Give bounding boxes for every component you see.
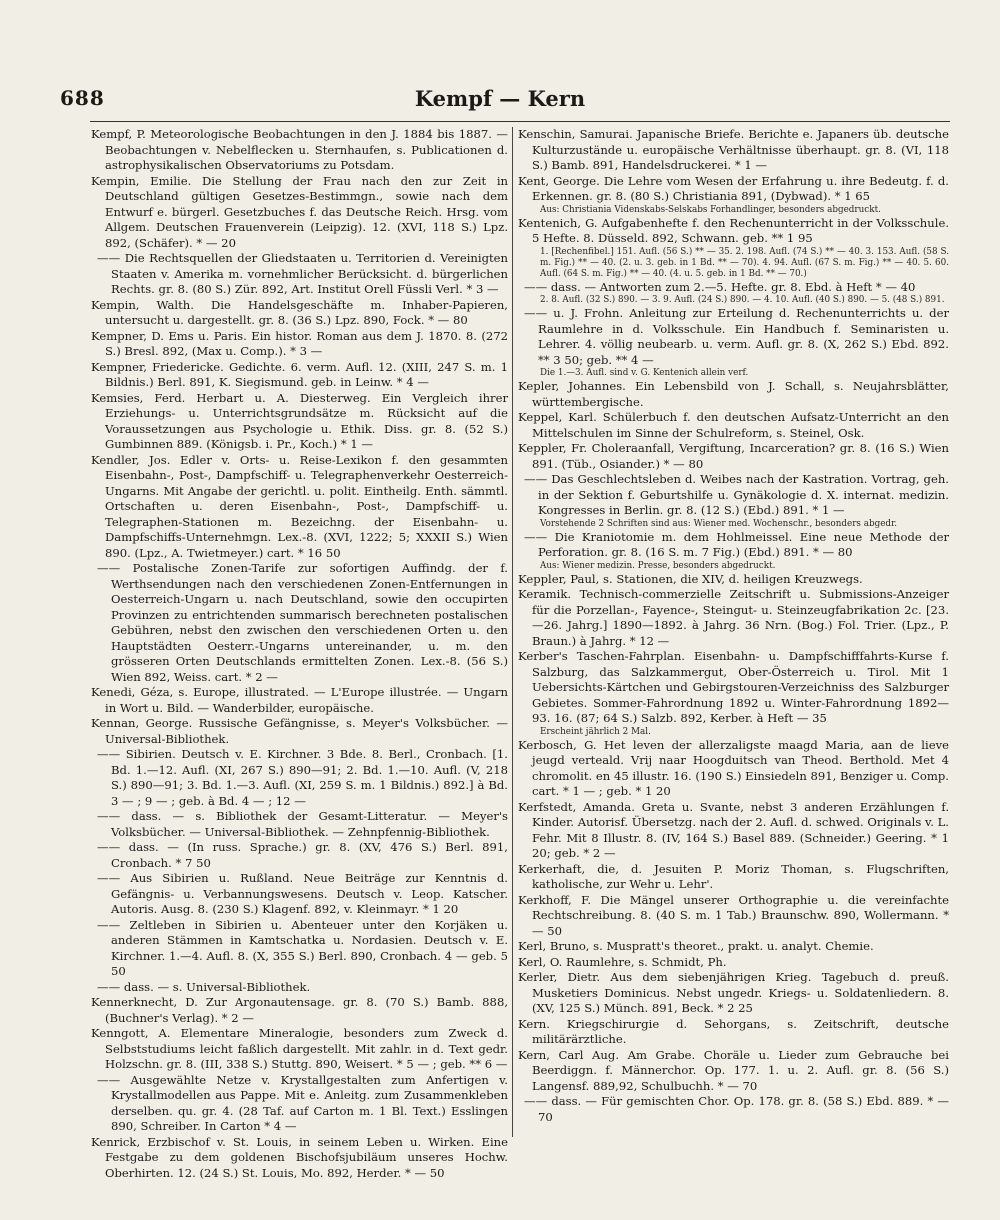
bibliography-entry: —— u. J. Frohn. Anleitung zur Erteilung d. Rechenunterrichts u. der Raumlehre in d. Volksschule. Ein Handbuch f. Seminaristen u. Lehrer. 4. völlig neubearb. u. verm. Aufl. gr. 8. (X, 262 S.) Ebd. 892. ** 3 50; geb. ** 4 — [524, 306, 949, 367]
bibliography-entry: Kendler, Jos. Edler v. Orts- u. Reise-Lexikon f. den gesammten Eisenbahn-, Post-, Dampfschiff- u. Telegraphenverkehr Oesterreich-Ungarns. Mit Angabe der gerichtl. u. polit. Eintheilg. Enth. sämmtl. Ortschaften u. deren Eisenbahn-, Post-, Dampfschiff- u. Telegraphen-Stationen m. Bezeichng. der Eisenbahn- u. Dampfschiffs-Unternehmgn. Lex.-8. (XVI, 1222; 5; XXXII S.) Wien 890. (Lpz., A. Twietmeyer.) cart. * 16 50 [91, 452, 508, 560]
bibliography-entry: Keppler, Fr. Choleraanfall, Vergiftung, Incarceration? gr. 8. (16 S.) Wien 891. (Tüb., Osiander.) * — 80 [518, 441, 949, 471]
bibliography-entry: Vorstehende 2 Schriften sind aus: Wiener med. Wochenschr., besonders abgedr. [540, 518, 898, 529]
bibliography-entry: Kerber's Taschen-Fahrplan. Eisenbahn- u. Dampfschifffahrts-Kurse f. Salzburg, das Salzkammergut, Ober-Österreich u. Tirol. Mit 1 Uebersichts-Kärtchen und Gebirgstouren-Verzeichniss des Salzburger Gebietes. Sommer-Fahrordnung 1892 u. Winter-Fahrordnung 1892—93. 16. (87; 64 S.) Salzb. 892, Kerber. à Heft — 35 [518, 649, 949, 725]
bibliography-entry: Kempf, P. Meteorologische Beobachtungen in den J. 1884 bis 1887. — Beobachtungen v. Nebelflecken u. Sternhaufen, s. Publicationen d. astrophysikalischen Observatoriums zu Potsdam. [91, 127, 508, 172]
bibliography-entry: Kempner, Friedericke. Gedichte. 6. verm. Aufl. 12. (XIII, 247 S. m. 1 Bildnis.) Berl. 891, K. Siegismund. geb. in Leinw. * 4 — [91, 359, 508, 389]
bibliography-entry: —— dass. — Für gemischten Chor. Op. 178. gr. 8. (58 S.) Ebd. 889. * — 70 [524, 1094, 949, 1124]
running-title: Kempf — Kern [414, 86, 586, 111]
bibliography-entry: Kerkhoff, F. Die Mängel unserer Orthographie u. die vereinfachte Rechtschreibung. 8. (40 S. m. 1 Tab.) Braunschw. 890, Wollermann. * — 50 [518, 892, 949, 938]
left-column [91, 127, 513, 1180]
bibliography-entry: —— Aus Sibirien u. Rußland. Neue Beiträge zur Kenntnis d. Gefängnis- u. Verbannungswesens. Deutsch v. Leop. Katscher. Autoris. Ausg. 8. (230 S.) Klagenf. 892, v. Kleinmayr. * 1 20 [97, 871, 508, 916]
bibliography-entry: Kentenich, G. Aufgabenhefte f. den Rechenunterricht in der Volksschule. 5 Hefte. 8. Düsseld. 892, Schwann. geb. ** 1 95 [518, 215, 949, 245]
bibliography-entry: —— dass. — s. Bibliothek der Gesamt-Litteratur. — Meyer's Volksbücher. — Universal-Bibliothek. — Zehnpfennig-Bibliothek. [97, 809, 508, 839]
bibliography-entry: Kempner, D. Ems u. Paris. Ein histor. Roman aus dem J. 1870. 8. (272 S.) Bresl. 892, (Max u. Comp.). * 3 — [91, 328, 508, 358]
bibliography-entry: —— dass. — s. Universal-Bibliothek. [97, 979, 311, 994]
bibliography-entry: Kerl, O. Raumlehre, s. Schmidt, Ph. [518, 954, 727, 969]
bibliography-entry: —— Das Geschlechtsleben d. Weibes nach der Kastration. Vortrag, geh. in der Sektion f. Geburtshilfe u. Gynäkologie d. X. internat. medizin. Kongresses in Berlin. gr. 8. (12 S.) (Ebd.) 891. * 1 — [524, 472, 949, 517]
bibliography-entry: Keppler, Paul, s. Stationen, die XIV, d. heiligen Kreuzwegs. [518, 571, 863, 586]
bibliography-entry: —— Postalische Zonen-Tarife zur sofortigen Auffindg. der f. Werthsendungen nach den verschiedenen Zonen-Entfernungen in Oesterreich-Ungarn u. nach Deutschland, sowie den occupirten Provinzen zu entrichtenden summarisch berechneten postalischen Gebühren, nebst den zwischen den verschiedenen Orten u. den Hauptstädten Oesterr.-Ungarns untereinander, u. m. den grösseren Orten Deutschlands ermittelten Zonen. Lex.-8. (56 S.) Wien 892, Weiss. cart. * 2 — [97, 561, 508, 684]
bibliography-entry: Kempin, Emilie. Die Stellung der Frau nach den zur Zeit in Deutschland gültigen Gesetzes-Bestimmgn., sowie nach dem Entwurf e. bürgerl. Gesetzbuches f. das Deutsche Reich. Hrsg. vom Allgem. Deutschen Frauenverein (Leipzig). 12. (XVI, 118 S.) Lpz. 892, (Schäfer). * — 20 [91, 173, 508, 250]
bibliography-entry: Kennan, George. Russische Gefängnisse, s. Meyer's Volksbücher. — Universal-Bibliothek. [91, 716, 508, 746]
bibliography-entry: Die 1.—3. Aufl. sind v. G. Kentenich allein verf. [540, 368, 749, 378]
header-rule [90, 121, 950, 122]
bibliography-entry: —— dass. — Antworten zum 2.—5. Hefte. gr. 8. Ebd. à Heft * — 40 [524, 279, 916, 294]
bibliography-entry: Kennerknecht, D. Zur Argonautensage. gr. 8. (70 S.) Bamb. 888, (Buchner's Verlag). * 2 — [91, 995, 508, 1025]
bibliography-entry: —— Sibirien. Deutsch v. E. Kirchner. 3 Bde. 8. Berl., Cronbach. [1. Bd. 1.—12. Aufl. (XI, 267 S.) 890—91; 2. Bd. 1.—10. Aufl. (V, 218 S.) 890—91; 3. Bd. 1.—3. Aufl. (XI, 259 S. m. 1 Bildnis.) 892.] à Bd. 3 — ; 9 — ; geb. à Bd. 4 — ; 12 — [97, 747, 508, 808]
bibliography-entry: Kern, Carl Aug. Am Grabe. Choräle u. Lieder zum Gebrauche bei Beerdiggn. f. Männerchor. Op. 177. 1. u. 2. Aufl. gr. 8. (56 S.) Langensf. 889,92, Schulbuchh. * — 70 [518, 1047, 949, 1093]
bibliography-entry: Kent, George. Die Lehre vom Wesen der Erfahrung u. ihre Bedeutg. f. d. Erkennen. gr. 8. (80 S.) Christiania 891, (Dybwad). * 1 65 [518, 173, 949, 203]
bibliography-entry: Keramik. Technisch-commerzielle Zeitschrift u. Submissions-Anzeiger für die Porzellan-, Fayence-, Steingut- u. Steinzeugfabrikation 2c. [23.—26. Jahrg.] 1890—1892. à Jahrg. 36 Nrn. (Bog.) Fol. Trier. (Lpz., P. Braun.) à Jahrg. * 12 — [518, 587, 949, 648]
bibliography-entry: Kerler, Dietr. Aus dem siebenjährigen Krieg. Tagebuch d. preuß. Musketiers Dominicus. Nebst ungedr. Kriegs- u. Soldatenliedern. 8. (XV, 125 S.) Münch. 891, Beck. * 2 25 [518, 970, 949, 1015]
page-number: 688 [60, 86, 105, 110]
bibliography-entry: Keppel, Karl. Schülerbuch f. den deutschen Aufsatz-Unterricht an den Mittelschulen im Sinne der Schulreform, s. Steinel, Osk. [518, 410, 949, 440]
bibliography-entry: Kenedi, Géza, s. Europe, illustrated. — L'Europe illustrée. — Ungarn in Wort u. Bild. — Wanderbilder, europäische. [91, 685, 508, 715]
bibliography-entry: Kerbosch, G. Het leven der allerzaligste maagd Maria, aan de lieve jeugd verteald. Vrij naar Hoogduitsch van Theod. Berthold. Met 4 chromolit. en 45 illustr. 16. (190 S.) Einsiedeln 891, Benziger u. Comp. cart. * 1 — ; geb. * 1 20 [518, 737, 949, 798]
bibliography-entry: Kepler, Johannes. Ein Lebensbild von J. Schall, s. Neujahrsblätter, württembergische. [518, 379, 949, 409]
bibliography-entry: Erscheint jährlich 2 Mal. [540, 726, 651, 737]
bibliography-entry: Kern. Kriegschirurgie d. Sehorgans, s. Zeitschrift, deutsche militärärztliche. [518, 1016, 949, 1046]
bibliography-entry: Kenschin, Samurai. Japanische Briefe. Berichte e. Japaners üb. deutsche Kulturzustände u. europäische Verhältnisse überhaupt. gr. 8. (VI, 118 S.) Bamb. 891, Handelsdruckerei. * 1 — [518, 127, 949, 172]
bibliography-entry: Kemsies, Ferd. Herbart u. A. Diesterweg. Ein Vergleich ihrer Erziehungs- u. Unterrichtsgrundsätze m. Rücksicht auf die Voraussetzungen aus Psychologie u. Ethik. Diss. gr. 8. (52 S.) Gumbinnen 889. (Königsb. i. Pr., Koch.) * 1 — [91, 390, 508, 451]
bibliography-entry: —— Ausgewählte Netze v. Krystallgestalten zum Anfertigen v. Krystallmodellen aus Pappe. Mit e. Anleitg. zum Zusammenkleben derselben. qu. gr. 4. (28 Taf. auf Carton m. 1 Bl. Text.) Esslingen 890, Schreiber. In Carton * 4 — [97, 1072, 508, 1133]
bibliography-entry: Aus: Wiener medizin. Presse, besonders abgedruckt. [540, 560, 776, 571]
text-columns [91, 127, 949, 1180]
bibliography-entry: Kempin, Walth. Die Handelsgeschäfte m. Inhaber-Papieren, untersucht u. dargestellt. gr. 8. (36 S.) Lpz. 890, Fock. * — 80 [91, 297, 508, 327]
bibliography-entry: 2. 8. Aufl. (32 S.) 890. — 3. 9. Aufl. (24 S.) 890. — 4. 10. Aufl. (40 S.) 890. — 5. (48 S.) 891. [540, 295, 945, 305]
bibliography-entry: Kerfstedt, Amanda. Greta u. Svante, nebst 3 anderen Erzählungen f. Kinder. Autorisf. Übersetzg. nach der 2. Aufl. d. schwed. Originals v. L. Fehr. Mit 8 Illustr. 8. (IV, 164 S.) Basel 889. (Schneider.) Geering. * 1 20; geb. * 2 — [518, 799, 949, 860]
bibliography-entry: —— Die Rechtsquellen der Gliedstaaten u. Territorien d. Vereinigten Staaten v. Amerika m. vornehmlicher Berücksicht. d. bürgerlichen Rechts. gr. 8. (80 S.) Zür. 892, Art. Institut Orell Füssli Verl. * 3 — [97, 251, 508, 296]
right-column [513, 127, 949, 1137]
bibliography-entry: Kerl, Bruno, s. Muspratt's theoret., prakt. u. analyt. Chemie. [518, 939, 874, 953]
bibliography-entry: 1. [Rechenfibel.] 151. Aufl. (56 S.) ** — 35. 2. 198. Aufl. (74 S.) ** — 40. 3. 153. Aufl. (58 S. m. Fig.) ** — 40. (2. u. 3. geb. in 1 Bd. ** — 70). 4. 94. Aufl. (67 S. m. Fig.) ** — 40. 5. 60. Aufl. (64 S. m. Fig.) ** — 40. (4. u. 5. geb. in 1 Bd. ** — 70.) [540, 246, 949, 279]
bibliography-entry: Kenrick, Erzbischof v. St. Louis, in seinem Leben u. Wirken. Eine Festgabe zu dem goldenen Bischofsjubiläum unseres Hochw. Oberhirten. 12. (24 S.) St. Louis, Mo. 892, Herder. * — 50 [91, 1134, 508, 1180]
bibliography-entry: —— Die Kraniotomie m. dem Hohlmeissel. Eine neue Methode der Perforation. gr. 8. (16 S. m. 7 Fig.) (Ebd.) 891. * — 80 [524, 529, 949, 559]
bibliography-entry: Aus: Christiania Videnskabs-Selskabs Forhandlinger, besonders abgedruckt. [540, 204, 881, 215]
bibliography-entry: —— dass. — (In russ. Sprache.) gr. 8. (XV, 476 S.) Berl. 891, Cronbach. * 7 50 [97, 840, 508, 870]
bibliography-entry: —— Zeltleben in Sibirien u. Abenteuer unter den Korjäken u. anderen Stämmen in Kamtschatka u. Nordasien. Deutsch v. E. Kirchner. 1.—4. Aufl. 8. (X, 355 S.) Berl. 890, Cronbach. 4 — geb. 5 50 [97, 917, 508, 978]
bibliography-entry: Kenngott, A. Elementare Mineralogie, besonders zum Zweck d. Selbststudiums leicht faßlich dargestellt. Mit zahlr. in d. Text gedr. Holzschn. gr. 8. (III, 338 S.) Stuttg. 890, Weisert. * 5 — ; geb. ** 6 — [91, 1026, 508, 1071]
bibliography-entry: Kerkerhaft, die, d. Jesuiten P. Moriz Thoman, s. Flugschriften, katholische, zur Wehr u. Lehr'. [518, 861, 949, 891]
